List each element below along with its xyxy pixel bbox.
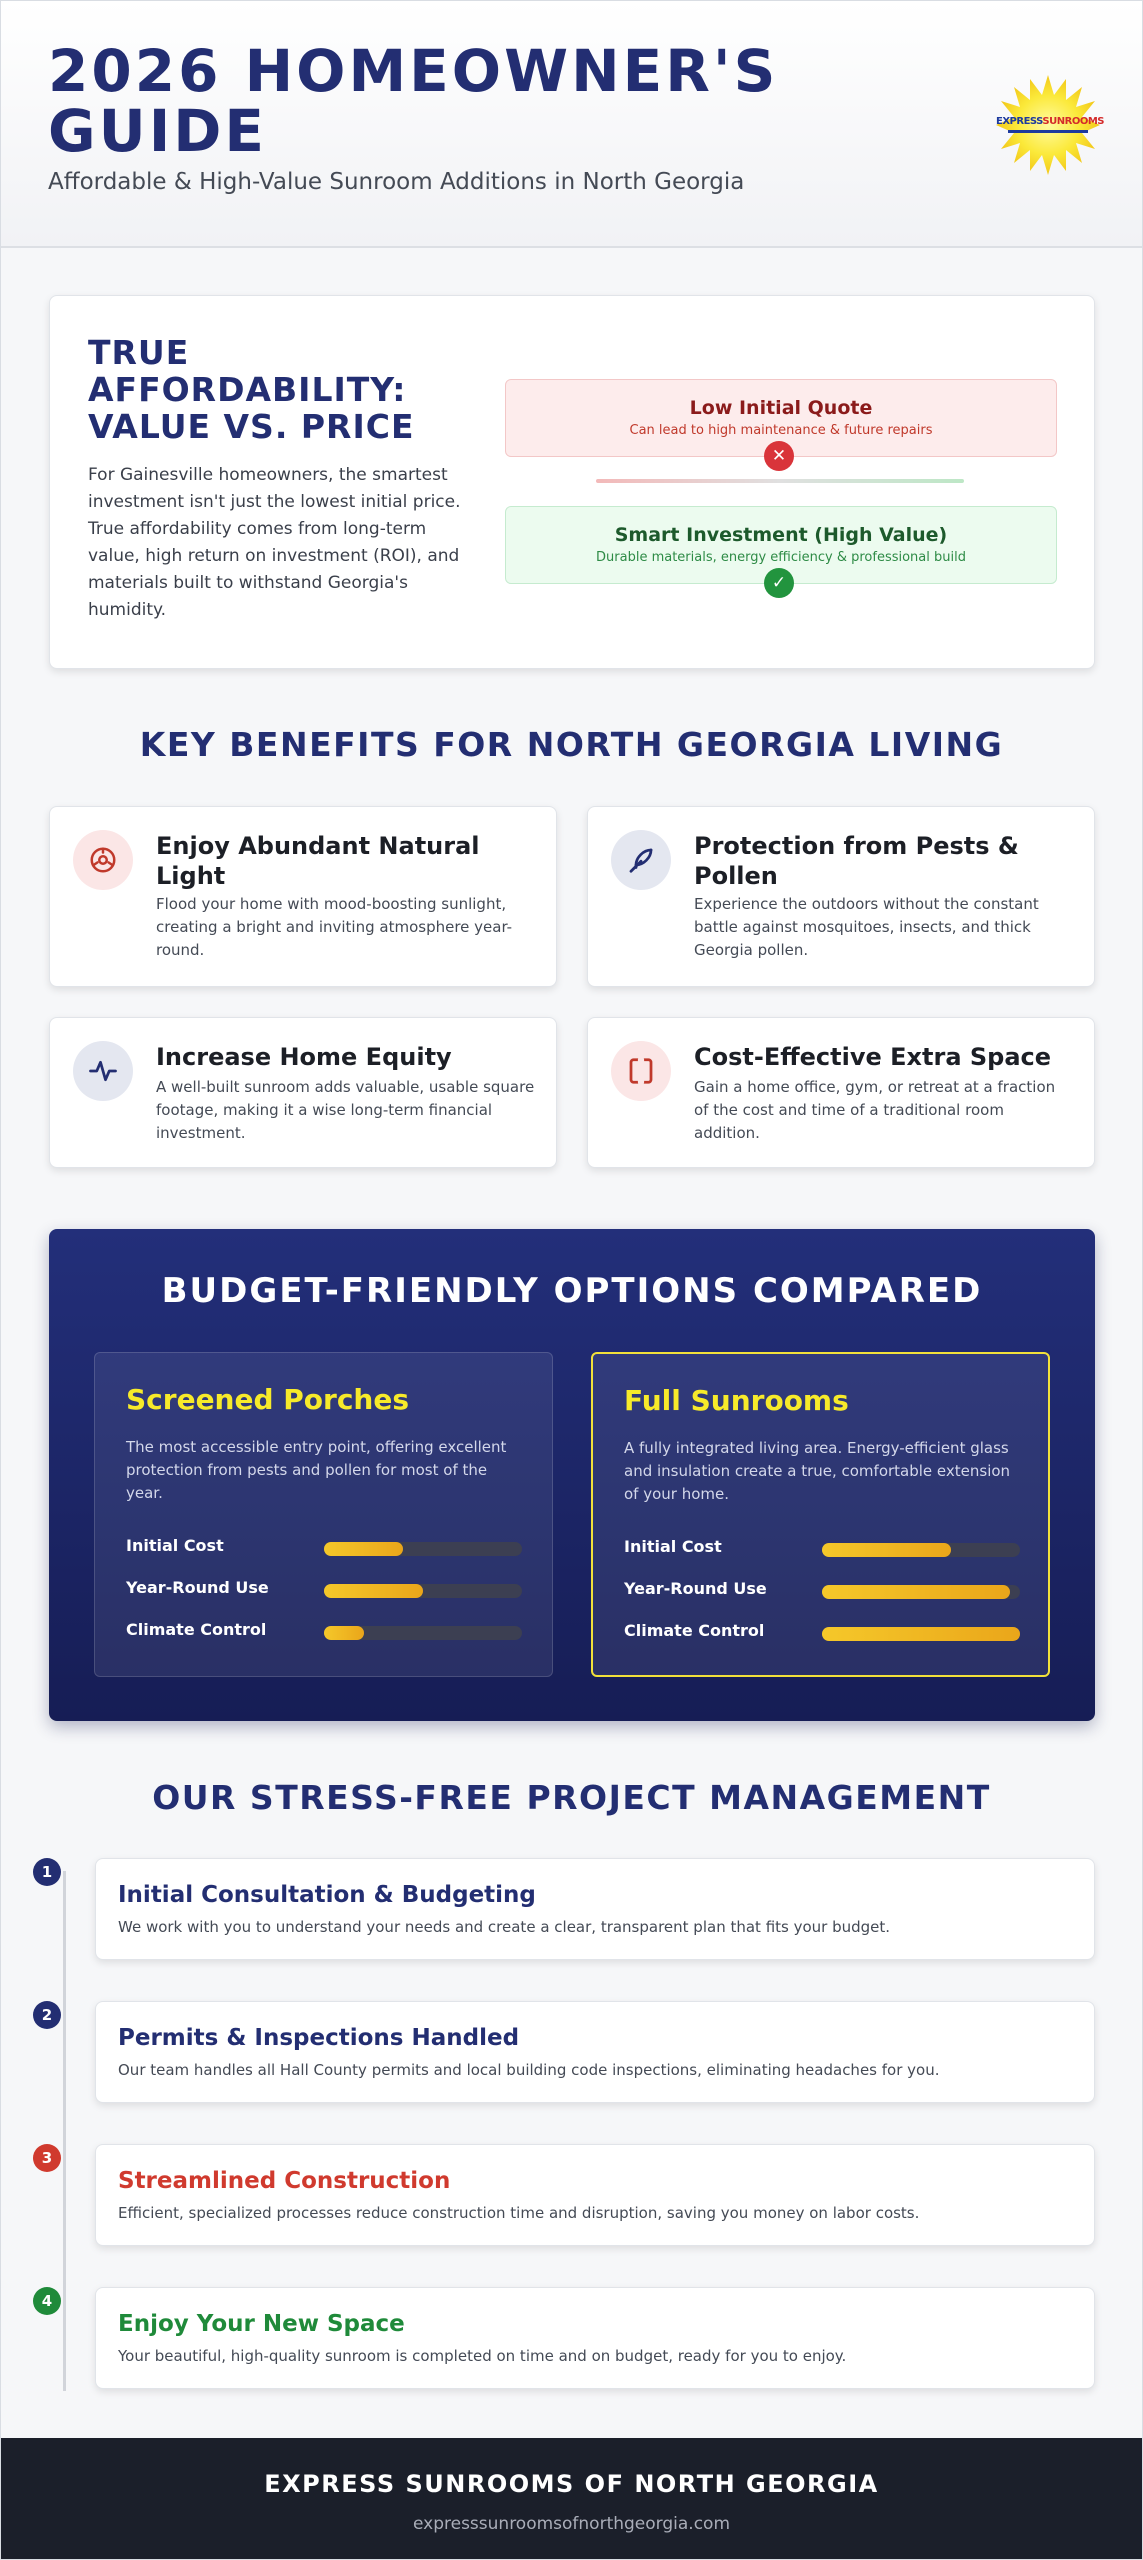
benefit-text: Gain a home office, gym, or retreat at a fraction of the cost and time of a traditional room addition. [694, 1078, 1056, 1142]
benefit-text: A well-built sunroom adds valuable, usable square footage, making it a wise long-term financial investment. [156, 1078, 535, 1142]
metric-fill [324, 1626, 364, 1640]
footer-url-link[interactable]: expresssunroomsofnorthgeorgia.com [412, 2514, 730, 2534]
metric-initial-cost [126, 1536, 526, 1558]
metric-track [822, 1543, 1020, 1557]
step-text: Your beautiful, high-quality sunroom is completed on time and on budget, ready for you to enjoy. [118, 2347, 847, 2365]
budget-section [49, 1229, 1095, 1721]
benefit-card-home-equity [49, 1017, 557, 1168]
project-title: OUR STRESS-FREE PROJECT MANAGEMENT [152, 1778, 991, 1817]
metric-fill [822, 1627, 1020, 1641]
benefit-title: Enjoy Abundant Natural Light [156, 832, 480, 890]
footer-title: EXPRESS SUNROOMS OF NORTH GEORGIA [264, 2470, 879, 2498]
step-title: Enjoy Your New Space [118, 2311, 405, 2337]
step-number: 1 [33, 1858, 61, 1886]
metric-label: Year-Round Use [126, 1578, 269, 1597]
option-title: Full Sunrooms [624, 1384, 849, 1417]
step-text: Our team handles all Hall County permits and local building code inspections, eliminating headaches for you. [118, 2061, 940, 2079]
logo-underline [1008, 130, 1088, 133]
metric-fill [324, 1584, 423, 1598]
step-text: Efficient, specialized processes reduce construction time and disruption, saving you money on labor costs. [118, 2204, 920, 2222]
affordability-body: For Gainesville homeowners, the smartest investment isn't just the lowest initial price. True affordability comes from long-term value, high return on investment (ROI), and materials built to withstand Georgia's humidity. [88, 465, 461, 620]
low-quote-title: Low Initial Quote [689, 397, 873, 419]
budget-title: BUDGET-FRIENDLY OPTIONS COMPARED [161, 1271, 983, 1311]
step-card-enjoy [95, 2287, 1095, 2389]
feather-icon [611, 830, 671, 890]
benefit-title: Protection from Pests & Pollen [694, 832, 1019, 890]
smart-investment-subtitle: Durable materials, energy efficiency & professional build [596, 550, 966, 565]
metric-label: Climate Control [624, 1621, 765, 1640]
metric-initial-cost [624, 1537, 1024, 1559]
option-title: Screened Porches [126, 1383, 410, 1416]
sun-logo-icon[interactable] [996, 73, 1104, 177]
metric-year-round-use [126, 1578, 526, 1600]
step-title: Streamlined Construction [118, 2168, 451, 2194]
step-title: Initial Consultation & Budgeting [118, 1882, 536, 1908]
benefit-text: Experience the outdoors without the constant battle against mosquitoes, insects, and thick Georgia pollen. [694, 895, 1039, 959]
footer [1, 2438, 1142, 2559]
step-card-construction [95, 2144, 1095, 2246]
option-text: A fully integrated living area. Energy-efficient glass and insulation create a true, comfortable extension of your home. [624, 1439, 1011, 1503]
smart-investment-title: Smart Investment (High Value) [614, 524, 948, 546]
metric-track [324, 1626, 522, 1640]
benefit-card-extra-space [587, 1017, 1095, 1168]
benefit-title: Increase Home Equity [156, 1043, 452, 1071]
affordability-card [49, 295, 1095, 669]
metric-label: Climate Control [126, 1620, 267, 1639]
step-number: 3 [33, 2144, 61, 2172]
close-icon: ✕ [764, 441, 794, 471]
activity-icon [73, 1041, 133, 1101]
metric-label: Initial Cost [126, 1536, 224, 1555]
metric-track [822, 1627, 1020, 1641]
low-quote-subtitle: Can lead to high maintenance & future repairs [629, 423, 933, 438]
metric-track [324, 1584, 522, 1598]
header [1, 1, 1142, 248]
step-number: 4 [33, 2287, 61, 2315]
step-card-permits [95, 2001, 1095, 2103]
sun-icon [73, 830, 133, 890]
option-screened-porches [94, 1352, 553, 1677]
columns-icon [611, 1041, 671, 1101]
benefits-title: KEY BENEFITS FOR NORTH GEORGIA LIVING [139, 725, 1004, 764]
page-subtitle: Affordable & High-Value Sunroom Additions in North Georgia [48, 169, 745, 195]
step-card-consultation [95, 1858, 1095, 1960]
benefit-card-pests [587, 806, 1095, 987]
option-text: The most accessible entry point, offering excellent protection from pests and pollen for most of the year. [126, 1438, 507, 1502]
benefit-card-natural-light [49, 806, 557, 987]
affordability-title: TRUE AFFORDABILITY: VALUE VS. PRICE [88, 333, 415, 446]
benefit-title: Cost-Effective Extra Space [694, 1043, 1052, 1071]
metric-track [822, 1585, 1020, 1599]
metric-label: Initial Cost [624, 1537, 722, 1556]
option-full-sunrooms [591, 1352, 1050, 1677]
step-text: We work with you to understand your needs and create a clear, transparent plan that fits your budget. [118, 1918, 891, 1936]
metric-label: Year-Round Use [624, 1579, 767, 1598]
step-title: Permits & Inspections Handled [118, 2025, 520, 2051]
step-number: 2 [33, 2001, 61, 2029]
logo-text: EXPRESSSUNROOMS [996, 116, 1104, 127]
benefit-text: Flood your home with mood-boosting sunlight, creating a bright and inviting atmosphere year-round. [156, 895, 513, 959]
comparison-divider [596, 479, 964, 483]
metric-track [324, 1542, 522, 1556]
metric-climate-control [624, 1621, 1024, 1643]
metric-year-round-use [624, 1579, 1024, 1601]
metric-climate-control [126, 1620, 526, 1642]
check-icon: ✓ [764, 568, 794, 598]
metric-fill [324, 1542, 403, 1556]
page-title: 2026 HOMEOWNER'S GUIDE [48, 37, 779, 165]
timeline-line [63, 1871, 66, 2391]
metric-fill [822, 1543, 951, 1557]
metric-fill [822, 1585, 1010, 1599]
